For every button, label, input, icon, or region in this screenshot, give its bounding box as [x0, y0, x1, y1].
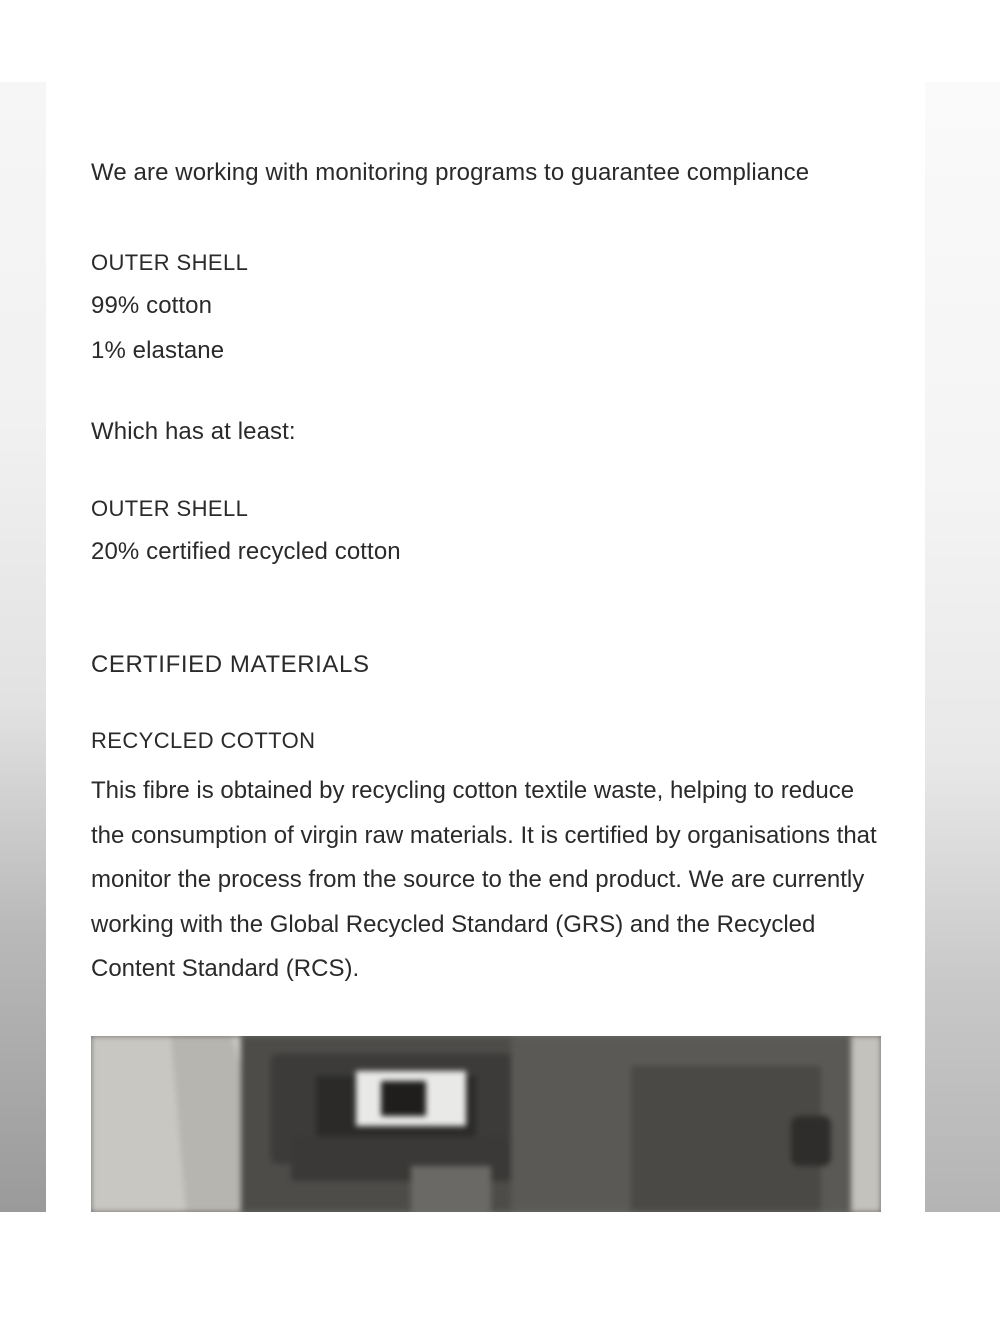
outer-shell-label-recycled: OUTER SHELL: [91, 496, 249, 521]
recycled-cotton-description: This fibre is obtained by recycling cotton textile waste, helping to reduce the consumption of virgin raw materials. It is certified by organisations that monitor the process from the source to the end product. We are currently working with the Global Recycled Standard (GRS) and the Recycled Content Standard (RCS).: [91, 777, 877, 983]
composition-item: 99% cotton: [91, 292, 213, 319]
composition-item: 1% elastane: [91, 337, 225, 364]
product-details-panel[interactable]: [46, 82, 925, 1212]
outer-shell-label: OUTER SHELL: [91, 250, 249, 275]
recycled-cotton-title: RECYCLED COTTON: [91, 728, 316, 753]
certified-materials-heading: CERTIFIED MATERIALS: [91, 651, 370, 678]
material-photo: [91, 1036, 881, 1212]
background-blur-right: [925, 82, 1000, 1212]
recycled-content-item: 20% certified recycled cotton: [91, 538, 401, 565]
monitoring-statement: We are working with monitoring programs to guarantee compliance: [91, 159, 810, 186]
which-has-at-least-label: Which has at least:: [91, 418, 296, 445]
background-blur-left: [0, 82, 46, 1212]
